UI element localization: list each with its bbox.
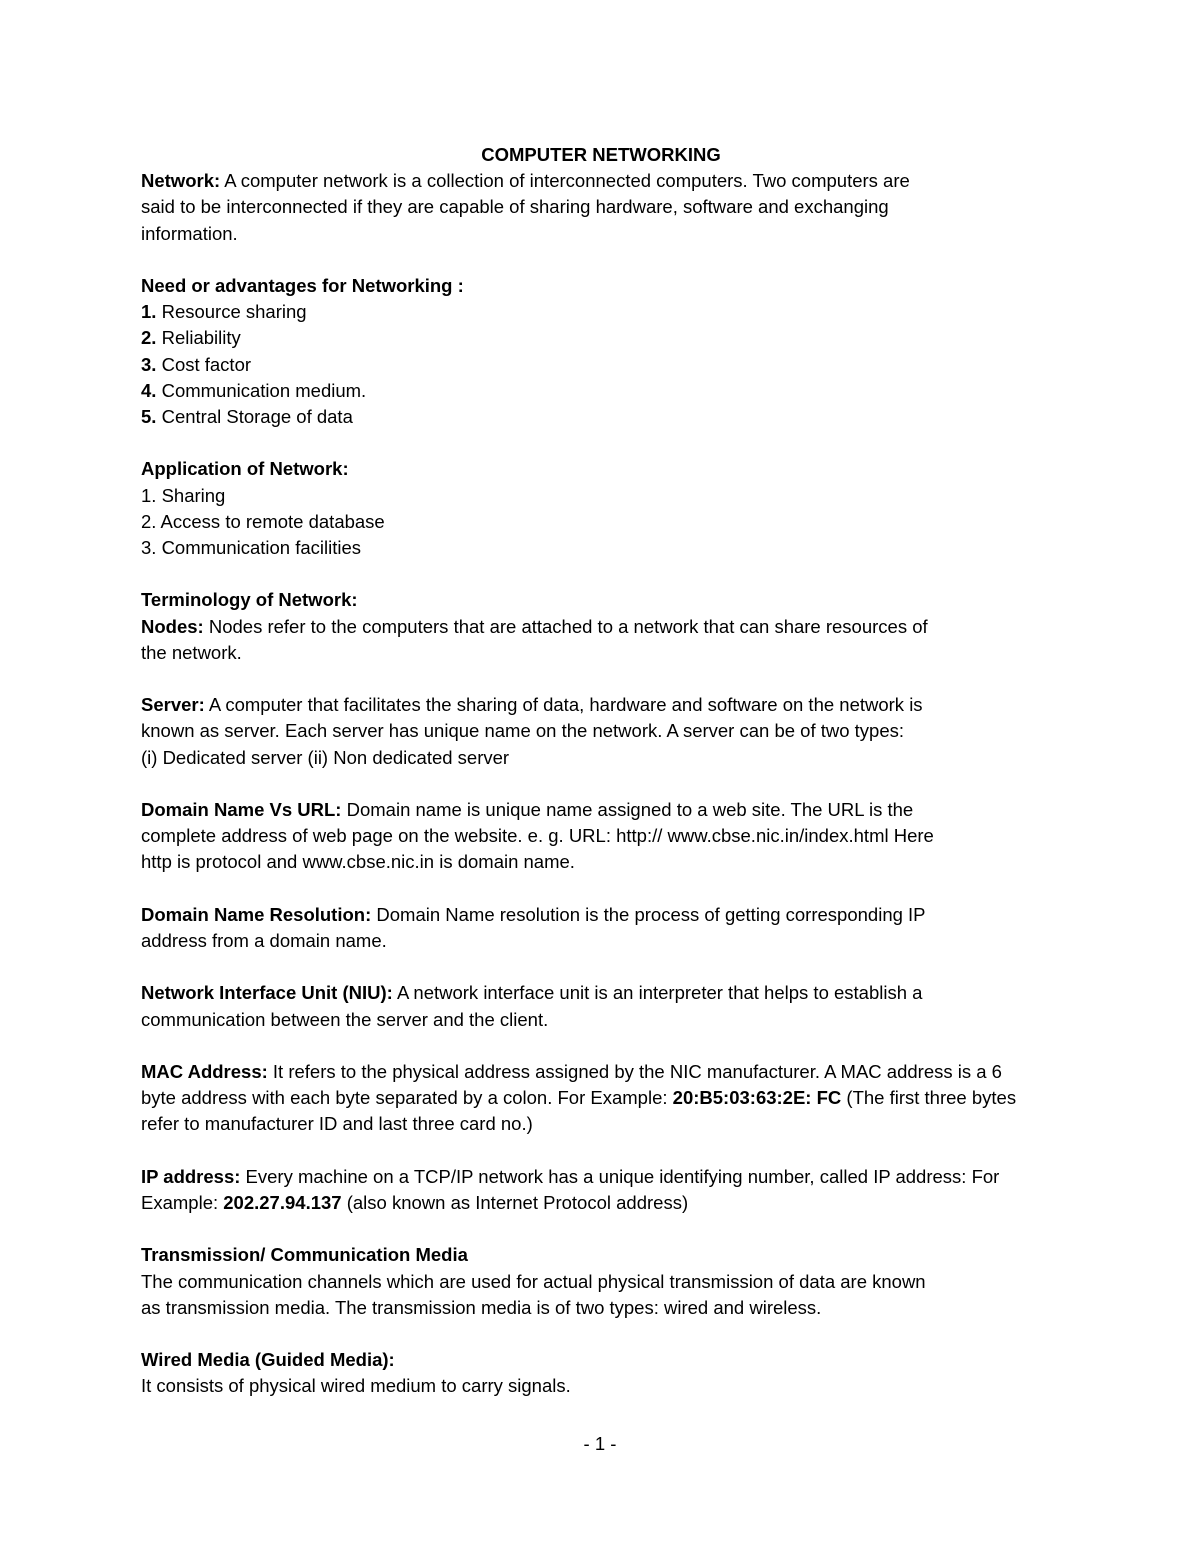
niu-label: Network Interface Unit (NIU): xyxy=(141,982,393,1004)
mac-text: byte address with each byte separated by a colon. For Example: xyxy=(141,1087,673,1109)
domain-url-label: Domain Name Vs URL: xyxy=(141,799,342,820)
list-item xyxy=(141,404,1061,430)
ip-example: 202.27.94.137 xyxy=(223,1191,342,1213)
ip-text-line: Every machine on a TCP/IP network has a unique identifying number, called IP address: For xyxy=(240,1165,1000,1187)
mac-text-line xyxy=(141,1085,1061,1111)
application-heading: Application of Network: xyxy=(141,458,349,480)
page-content xyxy=(141,142,1061,1400)
mac-example: 20:B5:03:63:2E: FC xyxy=(672,1087,842,1109)
list-text: Central Storage of data xyxy=(156,406,353,428)
list-text: Reliability xyxy=(156,327,241,349)
niu-text-line: A network interface unit is an interpreter that helps to establish a xyxy=(392,982,923,1004)
list-item: 2. Access to remote database xyxy=(141,510,385,532)
transmission-text-line: The communication channels which are used for actual physical transmission of data are known xyxy=(141,1270,926,1292)
domain-url-text-line: Domain name is unique name assigned to a web site. The URL is the xyxy=(341,799,914,820)
server-text-line: A computer that facilitates the sharing of data, hardware and software on the network is xyxy=(204,694,923,716)
list-text: Resource sharing xyxy=(156,301,307,323)
domain-url-definition xyxy=(141,797,1061,823)
list-item: 3. Communication facilities xyxy=(141,537,362,559)
ip-text: (also known as Internet Protocol address) xyxy=(341,1191,689,1213)
list-text: Cost factor xyxy=(156,353,252,375)
ip-text-line xyxy=(141,1190,1061,1216)
network-label: Network: xyxy=(141,170,221,192)
list-number: 1. xyxy=(141,301,157,323)
mac-label: MAC Address: xyxy=(141,1060,268,1082)
server-label: Server: xyxy=(141,694,205,716)
server-text-line: known as server. Each server has unique name on the network. A server can be of two types: xyxy=(141,720,905,742)
mac-text: (The first three bytes xyxy=(841,1087,1017,1109)
resolution-text-line: address from a domain name. xyxy=(141,930,387,951)
resolution-label: Domain Name Resolution: xyxy=(141,903,372,925)
ip-label: IP address: xyxy=(141,1165,241,1187)
transmission-heading: Transmission/ Communication Media xyxy=(141,1244,468,1266)
nodes-text-line: Nodes refer to the computers that are attached to a network that can share resources of xyxy=(203,615,928,637)
network-text-line: said to be interconnected if they are capable of sharing hardware, software and exchanging xyxy=(141,196,889,218)
list-item xyxy=(141,352,1061,378)
mac-text-line: refer to manufacturer ID and last three card no.) xyxy=(141,1113,533,1135)
nodes-label: Nodes: xyxy=(141,615,204,637)
ip-text: Example: xyxy=(141,1191,224,1213)
list-item: 1. Sharing xyxy=(141,484,226,506)
list-number: 4. xyxy=(141,379,157,401)
network-text-line: information. xyxy=(141,222,238,244)
list-number: 3. xyxy=(141,353,157,375)
niu-text-line: communication between the server and the client. xyxy=(141,1008,549,1030)
network-definition xyxy=(141,168,1061,194)
server-definition xyxy=(141,692,1061,718)
server-text-line: (i) Dedicated server (ii) Non dedicated server xyxy=(141,746,510,768)
list-number: 5. xyxy=(141,406,157,428)
mac-text-line: It refers to the physical address assigned by the NIC manufacturer. A MAC address is a 6 xyxy=(267,1060,1002,1082)
nodes-definition xyxy=(141,614,1061,640)
list-number: 2. xyxy=(141,327,157,349)
transmission-text-line: as transmission media. The transmission media is of two types: wired and wireless. xyxy=(141,1296,822,1318)
wired-heading: Wired Media (Guided Media): xyxy=(141,1349,395,1371)
resolution-text-line: Domain Name resolution is the process of getting corresponding IP xyxy=(371,903,926,925)
mac-definition xyxy=(141,1059,1061,1085)
list-item xyxy=(141,378,1061,404)
nodes-text-line: the network. xyxy=(141,641,242,663)
need-heading: Need or advantages for Networking : xyxy=(141,275,464,296)
list-text: Communication medium. xyxy=(156,379,367,401)
domain-url-text-line: complete address of web page on the website. e. g. URL: http:// www.cbse.nic.in/index.html Here xyxy=(141,825,934,847)
page-number: - 1 - xyxy=(583,1433,617,1454)
page-title: COMPUTER NETWORKING xyxy=(481,144,721,165)
list-item xyxy=(141,299,1061,325)
wired-text-line: It consists of physical wired medium to carry signals. xyxy=(141,1375,571,1397)
network-text-line: A computer network is a collection of interconnected computers. Two computers are xyxy=(220,170,910,192)
terminology-heading: Terminology of Network: xyxy=(141,589,358,611)
niu-definition xyxy=(141,980,1061,1006)
domain-url-text-line: http is protocol and www.cbse.nic.in is domain name. xyxy=(141,851,575,873)
resolution-definition xyxy=(141,902,1061,928)
list-item xyxy=(141,325,1061,351)
ip-definition xyxy=(141,1164,1061,1190)
